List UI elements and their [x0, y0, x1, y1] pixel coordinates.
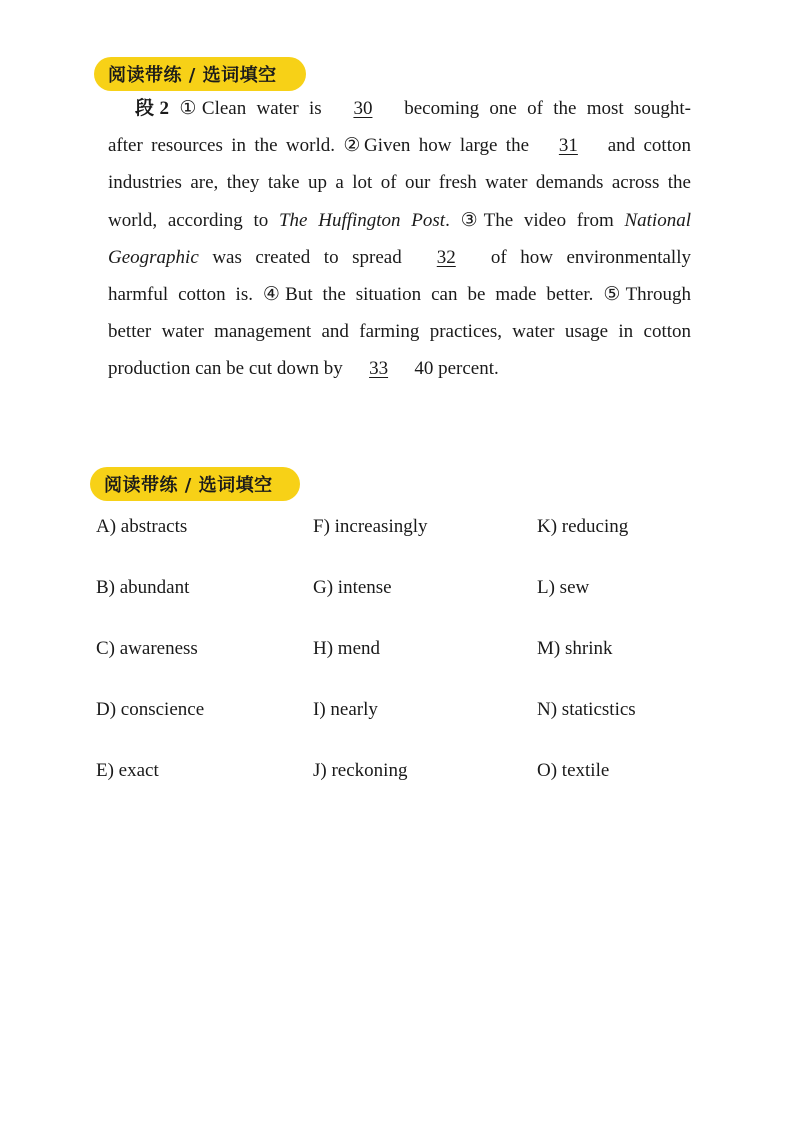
italic-title: The Huffington Post	[278, 209, 446, 231]
passage-text: ①Clean water is	[179, 98, 332, 119]
word-bank-row	[96, 691, 716, 752]
word-option: F) increasingly	[313, 516, 428, 537]
word-option: L) sew	[537, 577, 590, 598]
word-bank-row	[96, 569, 716, 630]
word-bank-row	[96, 630, 716, 691]
word-option: G) intense	[313, 577, 392, 598]
word-option: N) staticstics	[537, 699, 636, 720]
blank-33: 33	[369, 358, 389, 380]
blank-32: 32	[436, 246, 456, 268]
passage-text: . ③The video from	[445, 209, 625, 231]
passage-text: harmful cotton is. ④But the situation can be made better. ⑤Through	[108, 283, 691, 305]
passage-text: of how environmentally	[477, 246, 691, 268]
word-option: I) nearly	[313, 699, 378, 720]
word-bank-row	[96, 508, 716, 569]
word-bank	[96, 508, 716, 813]
word-option: K) reducing	[537, 516, 629, 537]
passage-line	[108, 164, 691, 201]
word-option: M) shrink	[537, 638, 613, 659]
passage-text: becoming one of the most sought-	[393, 98, 691, 119]
passage-text: was created to spread	[198, 246, 416, 268]
passage-text: industries are, they take up a lot of our fresh water demands across the	[108, 172, 691, 194]
word-option: C) awareness	[96, 638, 198, 659]
section-tag-word-bank: 阅读带练 / 选词填空	[90, 467, 300, 501]
passage-text: better water management and farming practices, water usage in cotton	[108, 321, 691, 343]
passage-line	[108, 350, 691, 387]
passage-text: and cotton	[599, 135, 691, 157]
passage-paragraph-2	[108, 90, 691, 388]
word-option: J) reckoning	[313, 760, 408, 781]
italic-title: Geographic	[108, 246, 199, 268]
passage-line	[108, 276, 691, 313]
section-tag-reading-practice: 阅读带练 / 选词填空	[94, 57, 306, 91]
word-option: H) mend	[313, 638, 381, 659]
passage-line	[108, 90, 691, 127]
word-option: O) textile	[537, 760, 610, 781]
passage-line	[108, 239, 691, 276]
passage-line	[108, 127, 691, 164]
word-option: E) exact	[96, 760, 159, 781]
paragraph-label: 段2	[135, 98, 180, 119]
italic-title: National	[624, 209, 691, 231]
word-option: D) conscience	[96, 699, 205, 720]
blank-31: 31	[558, 135, 578, 157]
passage-text: after resources in the world. ②Given how large the	[108, 135, 538, 157]
blank-30: 30	[353, 98, 373, 119]
passage-text: 40 percent.	[409, 358, 499, 380]
passage-text: world, according to	[108, 209, 279, 231]
word-bank-row	[96, 752, 716, 813]
passage-line	[108, 202, 691, 239]
word-option: A) abstracts	[96, 516, 188, 537]
passage-line	[108, 313, 691, 350]
passage-text: production can be cut down by	[108, 358, 348, 380]
word-option: B) abundant	[96, 577, 190, 598]
